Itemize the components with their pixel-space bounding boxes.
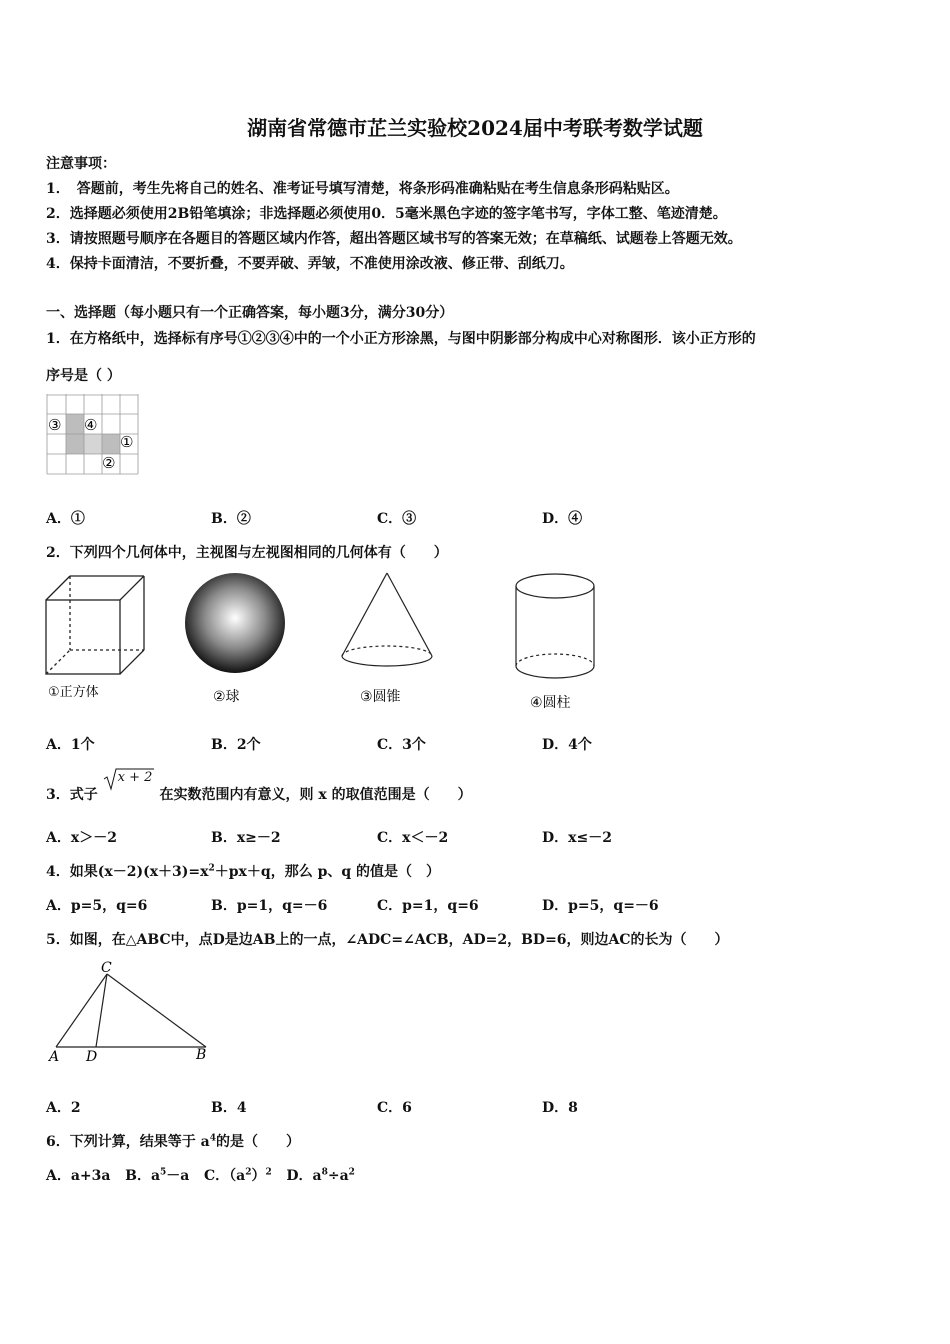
- shaded-cell: [66, 414, 84, 434]
- q5-option-b[interactable]: B．4: [211, 1100, 247, 1116]
- notice-item-4: 4．保持卡面清洁，不要折叠，不要弄破、弄皱，不准使用涂改液、修正带、刮纸刀。: [46, 256, 574, 272]
- q2-option-d[interactable]: D．4个: [542, 737, 592, 753]
- q3-option-a[interactable]: A．x＞－2: [46, 830, 117, 846]
- q1-option-a[interactable]: A．①: [46, 511, 85, 527]
- sphere-drawing: [185, 573, 285, 673]
- q1-option-d[interactable]: D．④: [542, 511, 583, 527]
- q3-prefix: 3．式子: [46, 787, 98, 803]
- q6-option-d[interactable]: D．$a^8\div a^2$: [286, 1167, 355, 1184]
- point-a-label: A: [49, 1049, 60, 1065]
- q5-triangle-figure: [44, 958, 214, 1068]
- cone-label: ③圆锥: [360, 689, 401, 705]
- q1-grid-figure: [44, 394, 140, 476]
- notice-item-2: 2．选择题必须使用2B铅笔填涂；非选择题必须使用0．5毫米黑色字迹的签字笔书写，字体工整、笔迹清楚。: [46, 206, 727, 222]
- q3-text: [46, 770, 472, 804]
- q5-option-c[interactable]: C．6: [377, 1100, 412, 1116]
- q6-text: 6．下列计算，结果等于 $a^4$的是（ ）: [46, 1133, 300, 1150]
- q1-option-c[interactable]: C．③: [377, 511, 417, 527]
- q6-option-c[interactable]: C．$(a^2)^2$: [203, 1167, 272, 1184]
- cylinder-drawing: [516, 574, 594, 678]
- q2-solids-figure: [40, 568, 610, 716]
- q1-text-line1: 1．在方格纸中，选择标有序号①②③④中的一个小正方形涂黑，与图中阴影部分构成中心对称图形．该小正方形的: [46, 331, 756, 347]
- q2-option-b[interactable]: B．2个: [211, 737, 261, 753]
- notice-heading: 注意事项：: [46, 156, 116, 172]
- page-title: 湖南省常德市芷兰实验校2024届中考联考数学试题: [247, 116, 703, 140]
- shaded-cell: [66, 434, 84, 454]
- notice-item-1: 1． 答题前，考生先将自己的姓名、准考证号填写清楚，将条形码准确粘贴在考生信息条形码粘贴区。: [46, 181, 679, 197]
- q4-option-b[interactable]: B．p=1，q=－6: [211, 898, 328, 914]
- q2-option-a[interactable]: A．1个: [46, 737, 95, 753]
- q3-suffix: 在实数范围内有意义，则 x 的取值范围是（ ）: [159, 787, 472, 803]
- q3-radicand: x + 2: [117, 770, 153, 785]
- cylinder-label: ④圆柱: [530, 695, 571, 711]
- cube-drawing: [46, 576, 144, 674]
- point-c-label: C: [101, 960, 112, 976]
- q6-options-line: [46, 1165, 355, 1185]
- q5-text: 5．如图，在△ABC中，点D是边AB上的一点，∠ADC=∠ACB，AD=2，BD=6，则边AC的长为（ ）: [46, 932, 729, 948]
- q2-option-c[interactable]: C．3个: [377, 737, 426, 753]
- q3-sqrt-expression: [103, 770, 155, 799]
- q6-option-a[interactable]: A．a+3a: [46, 1168, 111, 1184]
- q4-option-c[interactable]: C．p=1，q=6: [377, 898, 479, 914]
- q3-option-d[interactable]: D．x≤－2: [542, 830, 612, 846]
- shaded-cell: [84, 434, 102, 454]
- grid-label-4: ④: [84, 416, 98, 434]
- section-heading: 一、选择题（每小题只有一个正确答案，每小题3分，满分30分）: [46, 305, 454, 321]
- sphere-label: ②球: [213, 689, 240, 705]
- cube-label: ①正方体: [48, 685, 99, 700]
- shaded-cell: [102, 434, 120, 454]
- notice-item-3: 3．请按照题号顺序在各题目的答题区域内作答，超出答题区域书写的答案无效；在草稿纸、试题卷上答题无效。: [46, 231, 742, 247]
- q3-option-b[interactable]: B．x≥－2: [211, 830, 281, 846]
- q1-text-line2: 序号是（ ）: [46, 368, 121, 384]
- q3-option-c[interactable]: C．x＜－2: [377, 830, 449, 846]
- q2-text: 2．下列四个几何体中，主视图与左视图相同的几何体有（ ）: [46, 545, 448, 561]
- q6-option-b[interactable]: B．$a^5-a$: [125, 1167, 190, 1184]
- grid-label-1: ①: [120, 433, 134, 451]
- q5-option-d[interactable]: D．8: [542, 1100, 578, 1116]
- grid-label-3: ③: [48, 416, 62, 434]
- q1-option-b[interactable]: B．②: [211, 511, 251, 527]
- cone-drawing: [342, 573, 432, 666]
- point-b-label: B: [196, 1047, 207, 1063]
- q4-option-d[interactable]: D．p=5，q=－6: [542, 898, 659, 914]
- q5-option-a[interactable]: A．2: [46, 1100, 81, 1116]
- point-d-label: D: [86, 1049, 98, 1065]
- grid-label-2: ②: [102, 454, 116, 472]
- q4-option-a[interactable]: A．p=5，q=6: [46, 898, 148, 914]
- q4-text: 4．如果$(x-2)(x+3)=x^2+px+q$，那么 p、q 的值是（ ）: [46, 863, 441, 880]
